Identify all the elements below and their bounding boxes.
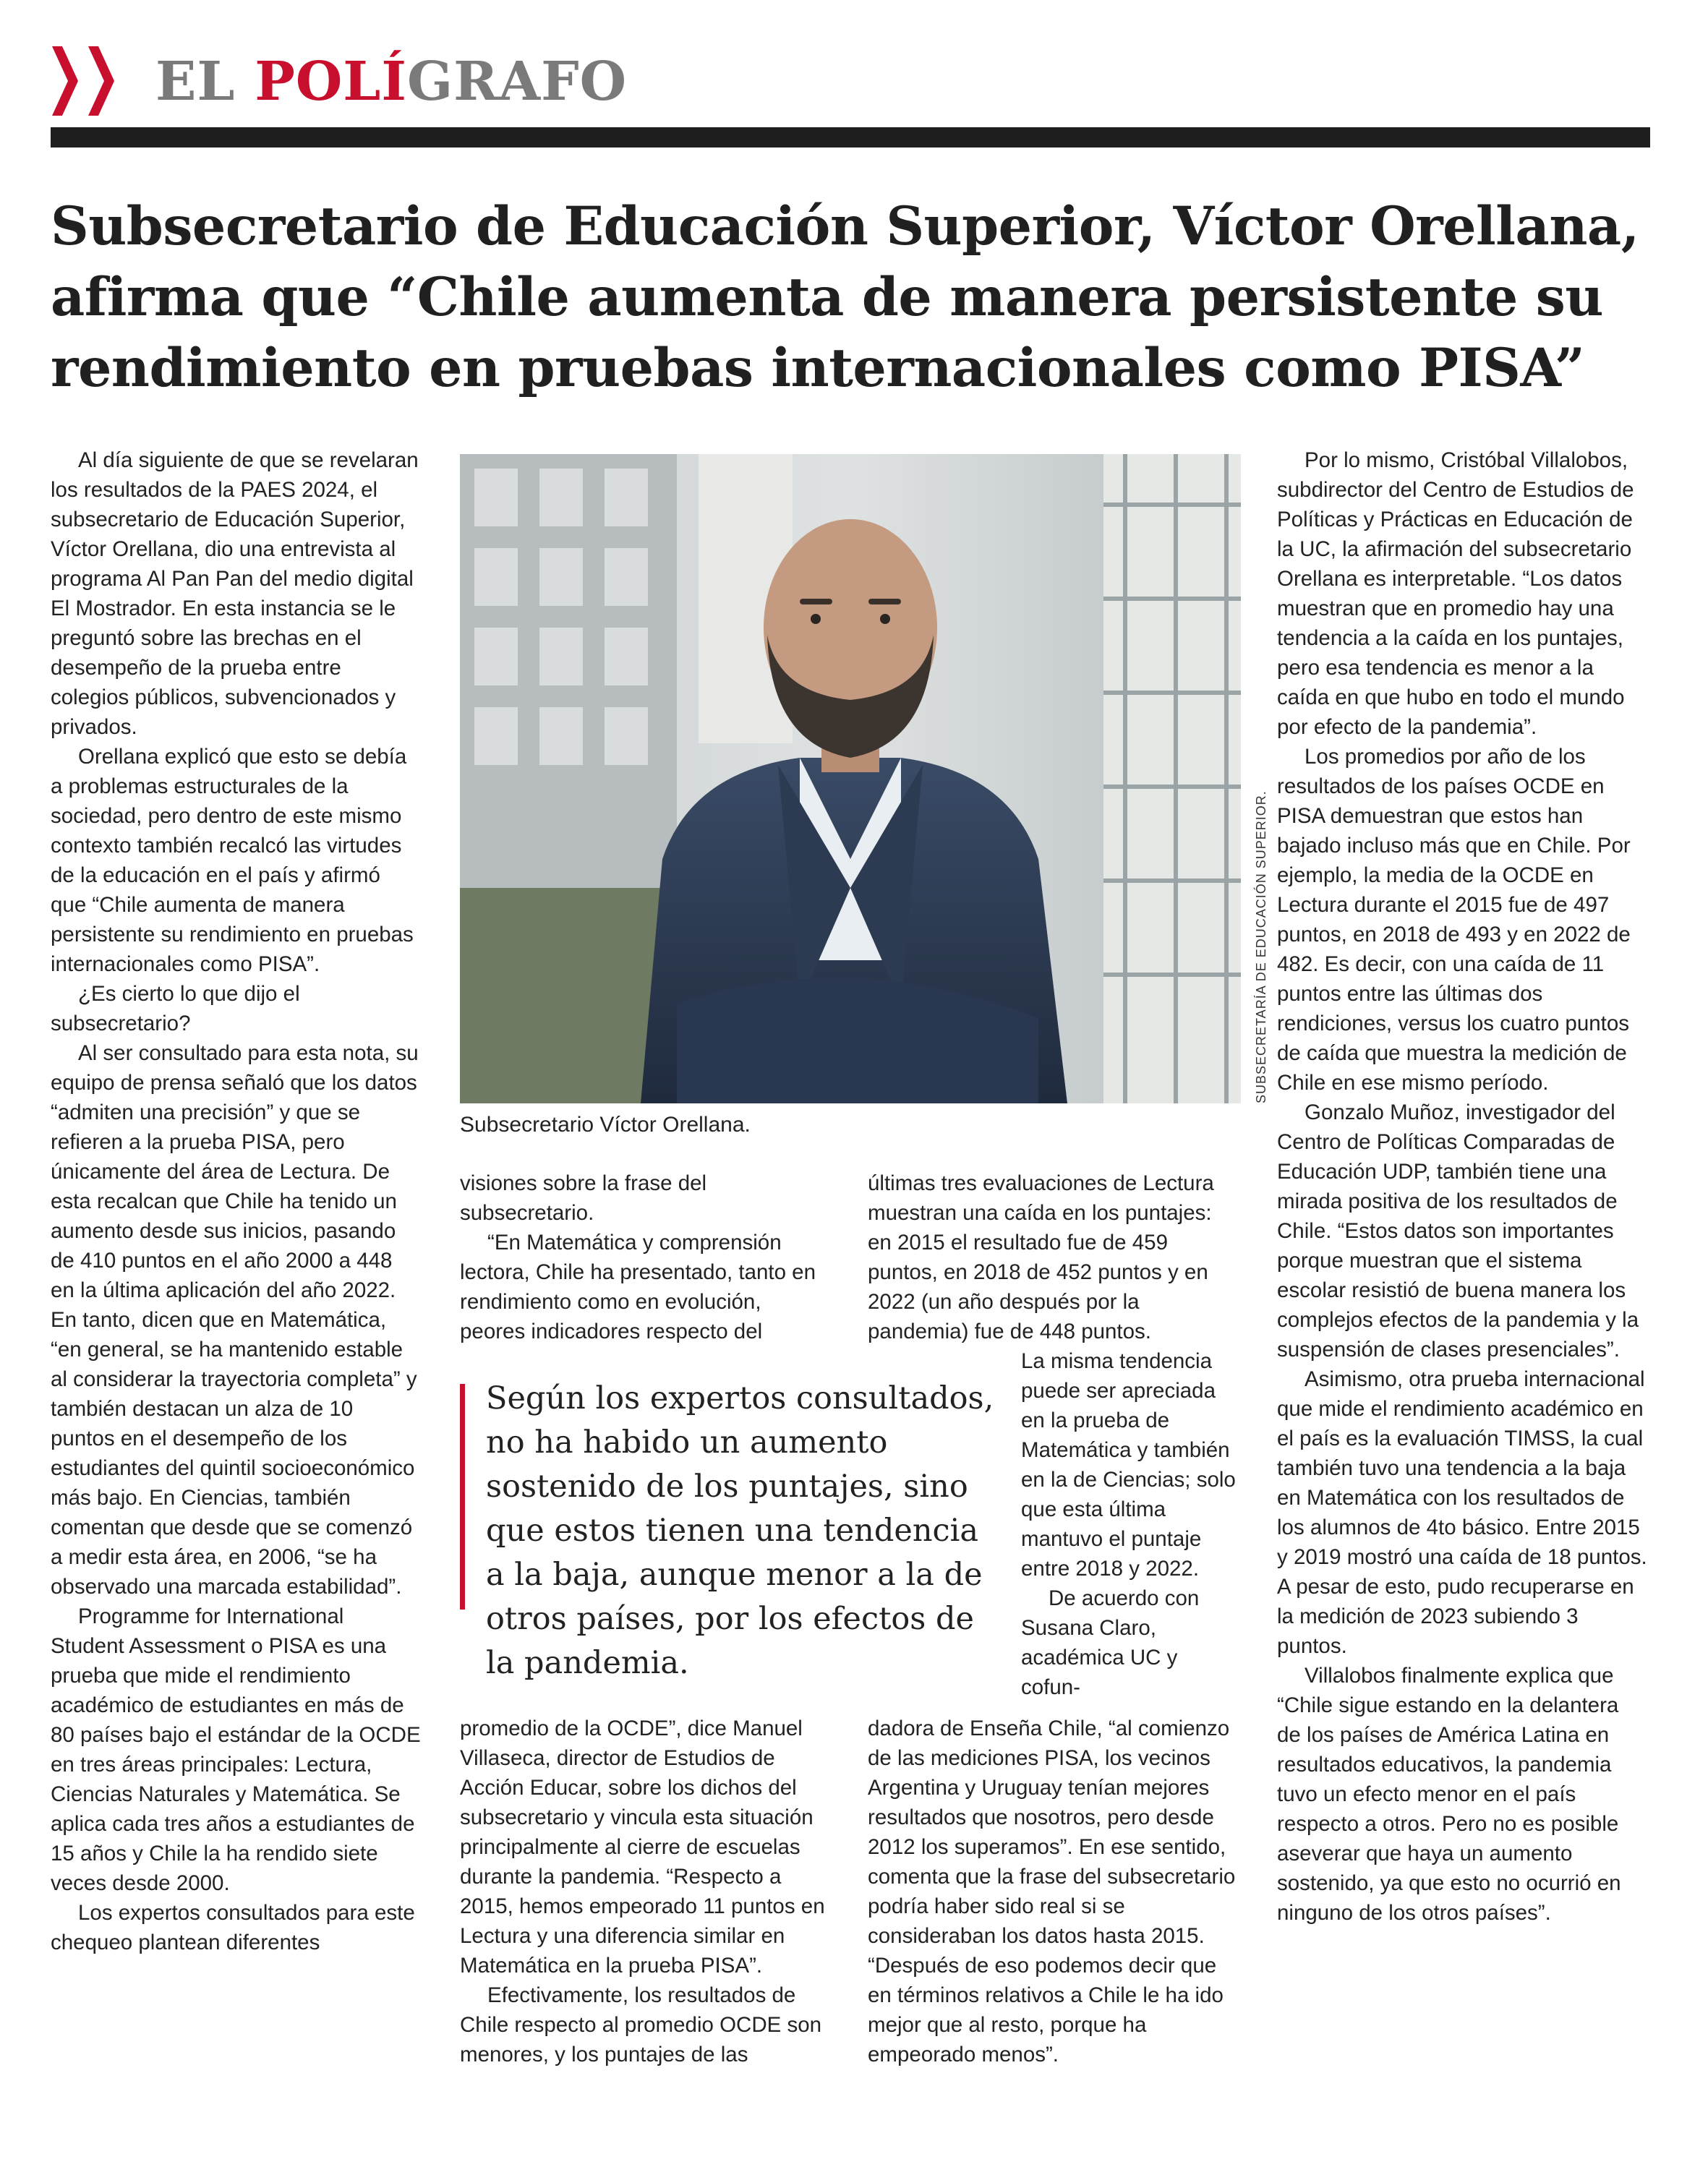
paragraph: Asimismo, otra prueba internacional que mide el rendimiento académico en el país es la evaluación TIMSS, la cual también tuvo una tendencia a la baja en Matemática con los resultados de los alumnos de 4to básico. Entre 2015 y 2019 mostró una caída de 18 puntos. A pesar de esto, pudo recuperarse en la medición de 2023 subiendo 3 puntos. [1277, 1367, 1647, 1658]
paragraph: dadora de Enseña Chile, “al comienzo de las mediciones PISA, los vecinos Argentina y Uruguay tenían mejores resultados que nosotros, pero desde 2012 los superamos”. En ese sentido, comenta que la frase del subsecretario podría haber sido real si se consideraban los datos hasta 2015. “Después de eso podemos decir que en términos relativos a Chile le ha ido mejor que al resto, porque ha empeorado menos”. [868, 1717, 1236, 2066]
column-2-bottom [460, 1714, 829, 2069]
pullquote-line: no ha habido un aumento [486, 1424, 888, 1461]
header-rule [51, 127, 1650, 148]
column-3-bottom [868, 1714, 1238, 2069]
portrait-photo [460, 454, 1241, 1103]
column-3-side [1021, 1346, 1238, 1702]
photo-caption: Subsecretario Víctor Orellana. [460, 1113, 751, 1137]
pullquote-line: Según los expertos consultados, [486, 1380, 994, 1416]
column-1 [51, 445, 421, 1957]
paragraph: ¿Es cierto lo que dijo el subsecretario? [51, 982, 300, 1035]
paragraph: Los promedios por año de los resultados de los países OCDE en PISA demuestran que estos han bajado incluso más que en Chile. Por ejemplo, la media de la OCDE en Lectura durante el 2015 fue de 497 puntos, en 2018 de 493 y en 2022 de 482. Es decir, con una caída de 11 puntos entre las últimas dos rendiciones, versus los cuatro puntos de caída que muestra la medición de Chile en ese mismo período. [1277, 745, 1631, 1095]
headline [51, 191, 1663, 403]
paragraph: Al ser consultado para esta nota, su equipo de prensa señaló que los datos “admiten una precisión” y que se refieren a la prueba PISA, pero únicamente del área de Lectura. De esta recalcan que Chile ha tenido un aumento desde sus inicios, pasando de 410 puntos en el año 2000 a 448 en la última aplicación del año 2022. En tanto, dicen que en Matemática, “en general, se ha mantenido estable al considerar la trayectoria completa” y también destacan un alza de 10 puntos en el desempeño de los estudiantes del quintil socioeconómico más bajo. En Ciencias, también comentan que desde que se comenzó a medir esta área, en 2006, “se ha observado una marcada estabilidad”. [51, 1041, 419, 1599]
paragraph: Villalobos finalmente explica que “Chile sigue estando en la delantera de los países de América Latina en resultados educativos, la pandemia tuvo un efecto menor en el país respecto a otros. Pero no es posible aseverar que haya un aumento sostenido, ya que esto no ocurrió en ninguno de los otros países”. [1277, 1664, 1621, 1925]
pullquote-line: a la baja, aunque menor a la de [486, 1557, 983, 1593]
column-3-top [868, 1168, 1238, 1346]
paragraph: Orellana explicó que esto se debía a problemas estructurales de la sociedad, pero dentro de este mismo contexto también recalcó las virtudes de la educación en el país y afirmó que “Chile aumenta de manera persistente su rendimiento en pruebas internacionales como PISA”. [51, 745, 414, 976]
section-title: EL POLÍGRAFO [155, 51, 628, 113]
headline-line: afirma que “Chile aumenta de manera persistente su [51, 266, 1603, 328]
pullquote-line: la pandemia. [486, 1645, 689, 1681]
paragraph: “En Matemática y comprensión lectora, Chile ha presentado, tanto en rendimiento como en evolución, peores indicadores respecto del [460, 1231, 816, 1343]
paragraph: promedio de la OCDE”, dice Manuel Villaseca, director de Estudios de Acción Educar, sobre los dichos del subsecretario y vincula esta situación principalmente al cierre de escuelas durante la pandemia. “Respecto a 2015, hemos empeorado 11 puntos en Lectura y una diferencia similar en Matemática en la prueba PISA”. [460, 1717, 825, 1978]
portrait-illustration [460, 454, 1241, 1103]
headline-line: rendimiento en pruebas internacionales como PISA” [51, 337, 1585, 399]
pullquote-line: que estos tienen una tendencia [486, 1513, 978, 1549]
paragraph: Los expertos consultados para este chequeo plantean diferentes [51, 1901, 415, 1954]
column-2-top [460, 1168, 829, 1346]
pullquote-line: sostenido de los puntajes, sino [486, 1469, 968, 1505]
headline-line: Subsecretario de Educación Superior, Víctor Orellana, [51, 195, 1639, 257]
paragraph: últimas tres evaluaciones de Lectura muestran una caída en los puntajes: en 2015 el resultado fue de 459 puntos, en 2018 de 452 puntos y en 2022 (un año después por la pandemia) fue de 448 puntos. [868, 1171, 1214, 1343]
paragraph: Gonzalo Muñoz, investigador del Centro de Políticas Comparadas de Educación UDP, también tiene una mirada positiva de los resultados de Chile. “Estos datos son importantes porque muestran que el sistema escolar resistió de buena manera los complejos efectos de la pandemia y la suspensión de clases presenciales”. [1277, 1100, 1639, 1362]
chevron-right-icon [88, 46, 114, 116]
photo-credit: SUBSECRETARÍA DE EDUCACIÓN SUPERIOR. [1254, 790, 1268, 1103]
pullquote [486, 1377, 1007, 1685]
pullquote-bar [460, 1384, 465, 1610]
chevron-right-icon [52, 46, 78, 116]
paragraph: Al día siguiente de que se revelaran los resultados de la PAES 2024, el subsecretario de Educación Superior, Víctor Orellana, dio una entrevista al programa Al Pan Pan del medio digital El Mostrador. En esta instancia se le preguntó sobre las brechas en el desempeño de la prueba entre colegios públicos, subvencionados y privados. [51, 448, 419, 739]
paragraph: De acuerdo con Susana Claro, académica UC y cofun- [1021, 1586, 1200, 1699]
pullquote-line: otros países, por los efectos de [486, 1601, 974, 1637]
paragraph: Programme for International Student Assessment o PISA es una prueba que mide el rendimiento académico de estudiantes en más de 80 países bajo el estándar de la OCDE en tres áreas principales: Lectura, Ciencias Naturales y Matemática. Se aplica cada tres años a estudiantes de 15 años y Chile la ha rendido siete veces desde 2000. [51, 1604, 421, 1895]
paragraph: Por lo mismo, Cristóbal Villalobos, subdirector del Centro de Estudios de Políticas y Prácticas en Educación de la UC, la afirmación del subsecretario Orellana es interpretable. “Los datos muestran que en promedio hay una tendencia a la caída en los puntajes, pero esa tendencia es menor a la caída en que hubo en todo el mundo por efecto de la pandemia”. [1277, 448, 1634, 739]
column-4 [1277, 445, 1647, 1928]
paragraph: visiones sobre la frase del subsecretario. [460, 1171, 707, 1225]
paragraph: La misma tendencia puede ser apreciada en la prueba de Matemática y también en la de Ciencias; solo que esta última mantuvo el puntaje entre 2018 y 2022. [1021, 1349, 1236, 1581]
paragraph: Efectivamente, los resultados de Chile respecto al promedio OCDE son menores, y los puntajes de las [460, 1983, 822, 2066]
